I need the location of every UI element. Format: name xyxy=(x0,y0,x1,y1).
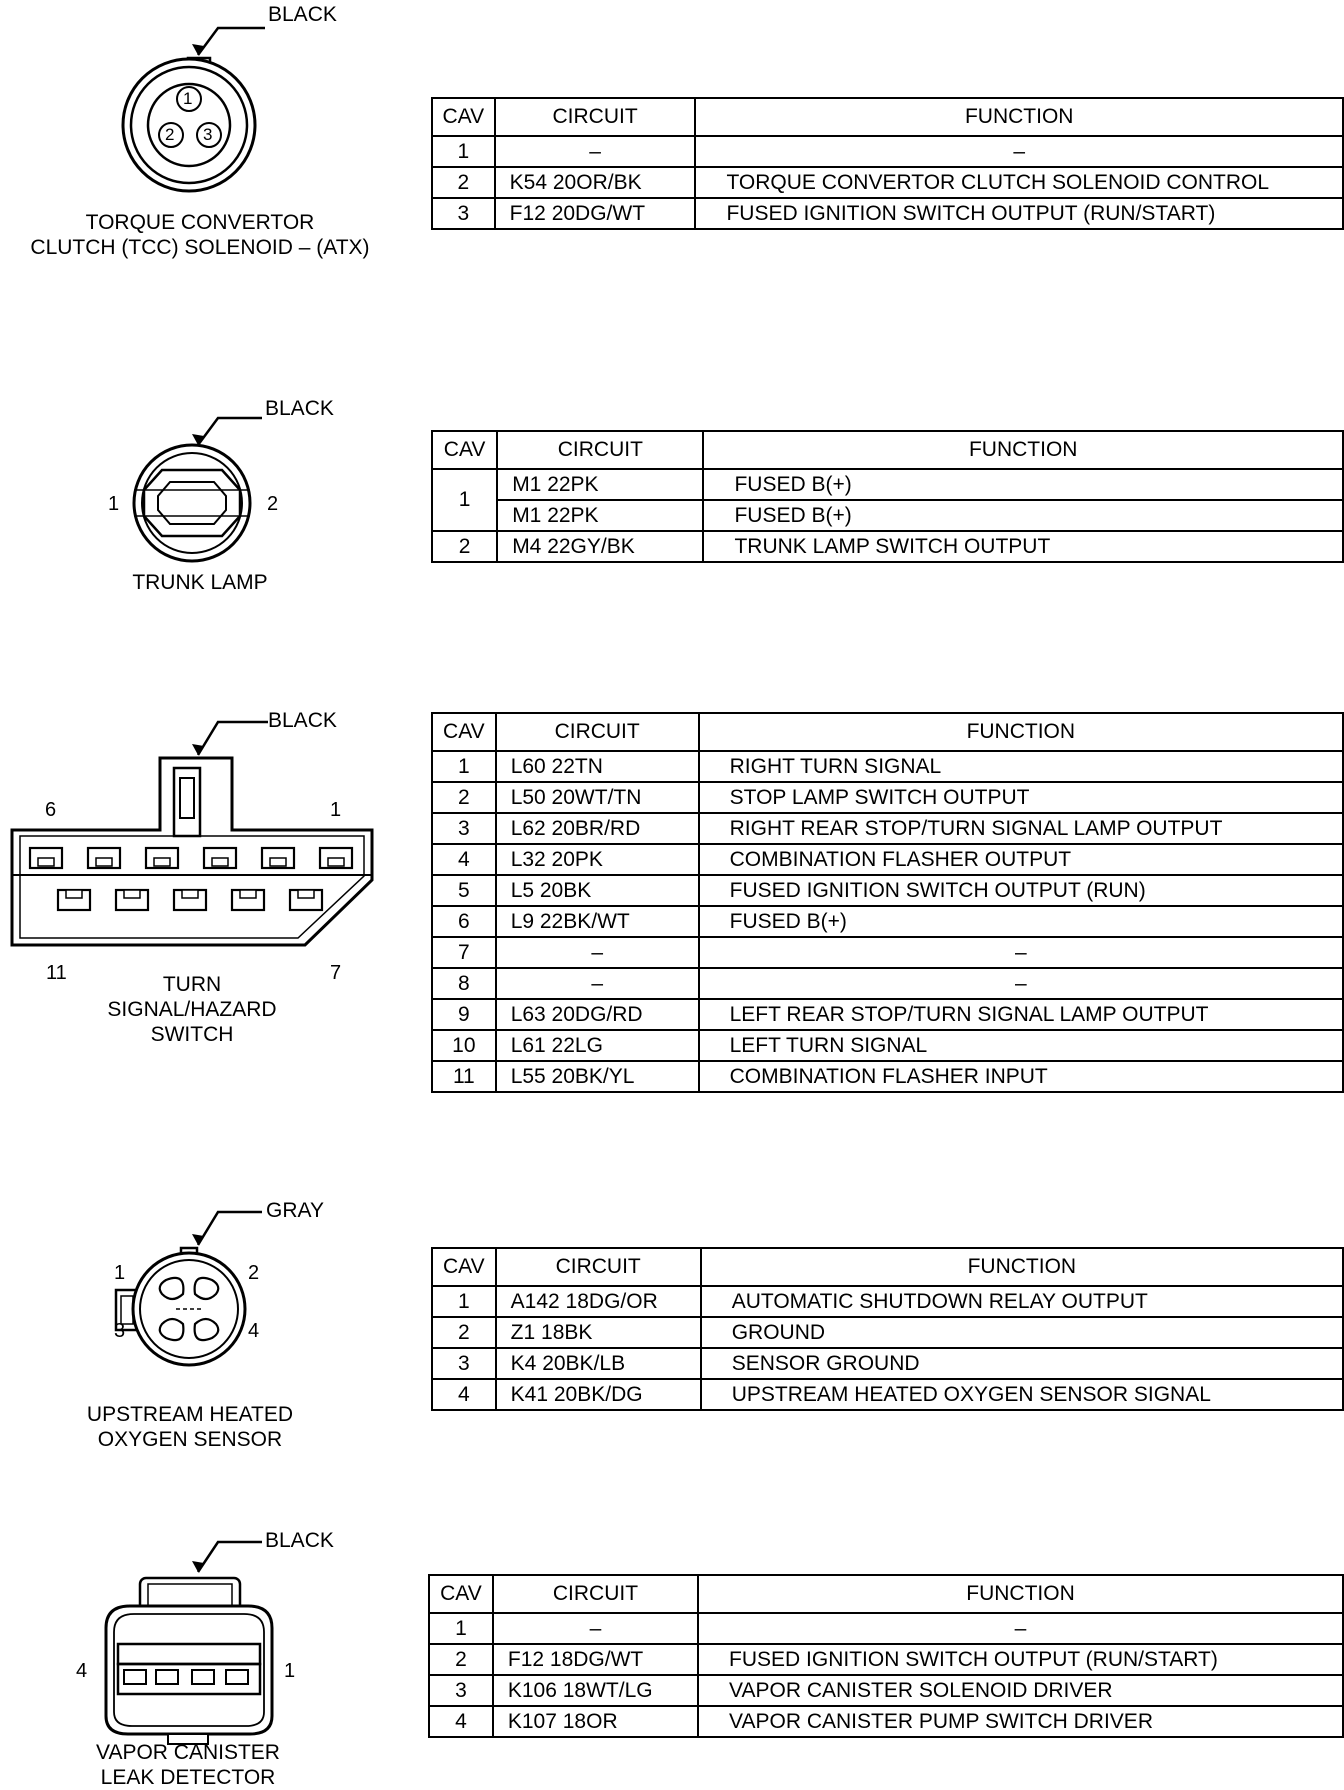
cell-cav: 6 xyxy=(432,906,496,937)
pin-label: 1 xyxy=(330,799,342,821)
header-cav: CAV xyxy=(432,713,496,751)
connector-name xyxy=(0,570,400,595)
cell-circuit: M1 22PK xyxy=(497,469,703,500)
connector-name xyxy=(0,210,400,260)
cell-cav: 10 xyxy=(432,1030,496,1061)
cell-function: VAPOR CANISTER SOLENOID DRIVER xyxy=(698,1675,1343,1706)
pinout-table xyxy=(428,1574,1344,1738)
pin-label: 3 xyxy=(203,125,213,144)
table-row xyxy=(432,1286,1343,1317)
header-circuit: CIRCUIT xyxy=(497,431,703,469)
connector-diagram xyxy=(0,390,400,620)
header-function: FUNCTION xyxy=(699,713,1343,751)
connector-turn-signal-hazard-switch xyxy=(0,700,1344,1120)
connector-color-label: BLACK xyxy=(265,397,334,420)
table-row xyxy=(432,906,1343,937)
connector-diagram xyxy=(0,0,400,280)
cell-function: – xyxy=(699,937,1343,968)
connector-name-line: SWITCH xyxy=(150,1023,234,1046)
header-function: FUNCTION xyxy=(703,431,1343,469)
cell-function: LEFT REAR STOP/TURN SIGNAL LAMP OUTPUT xyxy=(699,999,1343,1030)
cell-circuit: L61 22LG xyxy=(496,1030,699,1061)
cell-function: SENSOR GROUND xyxy=(701,1348,1343,1379)
pin-label: 4 xyxy=(76,1660,88,1682)
cell-function: RIGHT REAR STOP/TURN SIGNAL LAMP OUTPUT xyxy=(699,813,1343,844)
header-cav: CAV xyxy=(432,98,495,136)
table-row xyxy=(429,1644,1343,1675)
cell-function: FUSED IGNITION SWITCH OUTPUT (RUN/START) xyxy=(695,198,1343,229)
pinout-table xyxy=(431,97,1344,230)
cell-circuit: – xyxy=(496,968,699,999)
cell-circuit: A142 18DG/OR xyxy=(496,1286,701,1317)
cell-function: FUSED B(+) xyxy=(703,469,1343,500)
cell-circuit: – xyxy=(496,937,699,968)
pin-label: 1 xyxy=(108,493,120,515)
connector-diagram xyxy=(0,700,400,1120)
connector-name xyxy=(0,1402,390,1452)
table-row xyxy=(432,844,1343,875)
pin-label: 4 xyxy=(248,1320,260,1342)
cell-function: STOP LAMP SWITCH OUTPUT xyxy=(699,782,1343,813)
cell-function: FUSED IGNITION SWITCH OUTPUT (RUN) xyxy=(699,875,1343,906)
pin-label: 6 xyxy=(45,799,57,821)
cell-function: – xyxy=(695,136,1343,167)
cell-cav: 7 xyxy=(432,937,496,968)
cell-circuit: L63 20DG/RD xyxy=(496,999,699,1030)
cell-circuit: Z1 18BK xyxy=(496,1317,701,1348)
connector-color-label: GRAY xyxy=(266,1199,324,1222)
pin-label: 2 xyxy=(165,125,175,144)
table-row xyxy=(432,1317,1343,1348)
connector-name xyxy=(0,1740,388,1790)
connector-name-line: VAPOR CANISTER xyxy=(96,1741,280,1764)
cell-cav: 4 xyxy=(429,1706,493,1737)
pin-label: 11 xyxy=(46,962,67,984)
connector-name-line: SIGNAL/HAZARD xyxy=(107,998,277,1021)
header-cav: CAV xyxy=(432,1248,496,1286)
table-header-row xyxy=(432,98,1343,136)
header-function: FUNCTION xyxy=(695,98,1343,136)
cell-function: TORQUE CONVERTOR CLUTCH SOLENOID CONTROL xyxy=(695,167,1343,198)
table-row xyxy=(432,968,1343,999)
cell-cav: 1 xyxy=(432,751,496,782)
cell-function: FUSED IGNITION SWITCH OUTPUT (RUN/START) xyxy=(698,1644,1343,1675)
cell-circuit: K4 20BK/LB xyxy=(496,1348,701,1379)
cell-function: COMBINATION FLASHER OUTPUT xyxy=(699,844,1343,875)
table-header-row xyxy=(432,713,1343,751)
connector-upstream-oxygen-sensor xyxy=(0,1190,1344,1450)
pin-label: 1 xyxy=(183,89,193,108)
cell-cav: 2 xyxy=(429,1644,493,1675)
cell-cav: 4 xyxy=(432,1379,496,1410)
cell-cav: 1 xyxy=(432,469,497,531)
header-cav: CAV xyxy=(429,1575,493,1613)
cell-circuit: K106 18WT/LG xyxy=(493,1675,698,1706)
connector-vapor-canister-leak-detector xyxy=(0,1520,1344,1789)
connector-name-line: UPSTREAM HEATED xyxy=(86,1403,294,1426)
table-row xyxy=(432,500,1343,531)
pinout-table xyxy=(431,1247,1344,1411)
cell-cav: 11 xyxy=(432,1061,496,1092)
cell-function: RIGHT TURN SIGNAL xyxy=(699,751,1343,782)
connector-name-line: TORQUE CONVERTOR xyxy=(85,211,315,234)
table-row xyxy=(432,813,1343,844)
connector-name-line: CLUTCH (TCC) SOLENOID – (ATX) xyxy=(30,236,370,259)
table-row xyxy=(429,1675,1343,1706)
header-circuit: CIRCUIT xyxy=(495,98,696,136)
connector-name xyxy=(0,972,392,1047)
cell-circuit: F12 18DG/WT xyxy=(493,1644,698,1675)
table-row xyxy=(432,999,1343,1030)
connector-color-label: BLACK xyxy=(265,1529,334,1552)
cell-circuit: M4 22GY/BK xyxy=(497,531,703,562)
pin-label: 1 xyxy=(114,1262,126,1284)
cell-function: COMBINATION FLASHER INPUT xyxy=(699,1061,1343,1092)
header-function: FUNCTION xyxy=(698,1575,1343,1613)
cell-circuit: L50 20WT/TN xyxy=(496,782,699,813)
turn-signal-connector-drawing xyxy=(0,700,400,1120)
table-row xyxy=(432,469,1343,500)
connector-color-label: BLACK xyxy=(268,3,337,26)
pin-label: 2 xyxy=(248,1262,260,1284)
connector-color-label: BLACK xyxy=(268,709,337,732)
table-row xyxy=(432,1030,1343,1061)
cell-function: AUTOMATIC SHUTDOWN RELAY OUTPUT xyxy=(701,1286,1343,1317)
table-row xyxy=(432,751,1343,782)
cell-cav: 3 xyxy=(429,1675,493,1706)
cell-circuit: K107 18OR xyxy=(493,1706,698,1737)
connector-diagram xyxy=(0,1190,400,1450)
cell-circuit: – xyxy=(493,1613,698,1644)
cell-cav: 5 xyxy=(432,875,496,906)
cell-function: UPSTREAM HEATED OXYGEN SENSOR SIGNAL xyxy=(701,1379,1343,1410)
cell-function: – xyxy=(698,1613,1343,1644)
cell-circuit: L9 22BK/WT xyxy=(496,906,699,937)
pinout-table xyxy=(431,430,1344,563)
table-row xyxy=(432,782,1343,813)
header-cav: CAV xyxy=(432,431,497,469)
connector-name-line: TRUNK LAMP xyxy=(132,571,268,594)
table-row xyxy=(432,1348,1343,1379)
cell-circuit: K54 20OR/BK xyxy=(495,167,696,198)
cell-circuit: – xyxy=(495,136,696,167)
cell-circuit: L62 20BR/RD xyxy=(496,813,699,844)
cell-cav: 2 xyxy=(432,782,496,813)
table-row xyxy=(432,136,1343,167)
cell-cav: 2 xyxy=(432,1317,496,1348)
table-row xyxy=(432,1379,1343,1410)
connector-tcc-solenoid xyxy=(0,0,1344,280)
cell-cav: 9 xyxy=(432,999,496,1030)
connector-trunk-lamp xyxy=(0,390,1344,620)
pin-label: 7 xyxy=(330,962,342,984)
cell-cav: 1 xyxy=(432,136,495,167)
table-row xyxy=(432,937,1343,968)
cell-circuit: L60 22TN xyxy=(496,751,699,782)
cell-cav: 2 xyxy=(432,531,497,562)
pin-label: 3 xyxy=(114,1320,126,1342)
cell-cav: 4 xyxy=(432,844,496,875)
pin-label: 1 xyxy=(284,1660,296,1682)
table-row xyxy=(432,875,1343,906)
cell-circuit: K41 20BK/DG xyxy=(496,1379,701,1410)
cell-circuit: L32 20PK xyxy=(496,844,699,875)
cell-circuit: L55 20BK/YL xyxy=(496,1061,699,1092)
cell-cav: 3 xyxy=(432,813,496,844)
connector-name-line: TURN xyxy=(162,973,222,996)
cell-cav: 8 xyxy=(432,968,496,999)
connector-diagram xyxy=(0,1520,400,1789)
cell-function: VAPOR CANISTER PUMP SWITCH DRIVER xyxy=(698,1706,1343,1737)
pin-label: 2 xyxy=(267,493,279,515)
cell-cav: 1 xyxy=(429,1613,493,1644)
cell-circuit: M1 22PK xyxy=(497,500,703,531)
header-circuit: CIRCUIT xyxy=(493,1575,698,1613)
cell-circuit: L5 20BK xyxy=(496,875,699,906)
connector-name-line: LEAK DETECTOR xyxy=(100,1766,276,1789)
cell-function: – xyxy=(699,968,1343,999)
table-row xyxy=(432,531,1343,562)
cell-function: FUSED B(+) xyxy=(699,906,1343,937)
table-header-row xyxy=(429,1575,1343,1613)
pinout-table xyxy=(431,712,1344,1093)
cell-cav: 3 xyxy=(432,1348,496,1379)
connector-name-line: OXYGEN SENSOR xyxy=(97,1428,283,1451)
table-row xyxy=(429,1613,1343,1644)
cell-function: LEFT TURN SIGNAL xyxy=(699,1030,1343,1061)
header-circuit: CIRCUIT xyxy=(496,713,699,751)
table-row xyxy=(432,1061,1343,1092)
cell-function: FUSED B(+) xyxy=(703,500,1343,531)
cell-circuit: F12 20DG/WT xyxy=(495,198,696,229)
header-circuit: CIRCUIT xyxy=(496,1248,701,1286)
header-function: FUNCTION xyxy=(701,1248,1343,1286)
cell-cav: 1 xyxy=(432,1286,496,1317)
table-header-row xyxy=(432,431,1343,469)
table-row xyxy=(432,167,1343,198)
table-row xyxy=(429,1706,1343,1737)
cell-cav: 2 xyxy=(432,167,495,198)
cell-function: TRUNK LAMP SWITCH OUTPUT xyxy=(703,531,1343,562)
cell-function: GROUND xyxy=(701,1317,1343,1348)
table-header-row xyxy=(432,1248,1343,1286)
table-row xyxy=(432,198,1343,229)
cell-cav: 3 xyxy=(432,198,495,229)
